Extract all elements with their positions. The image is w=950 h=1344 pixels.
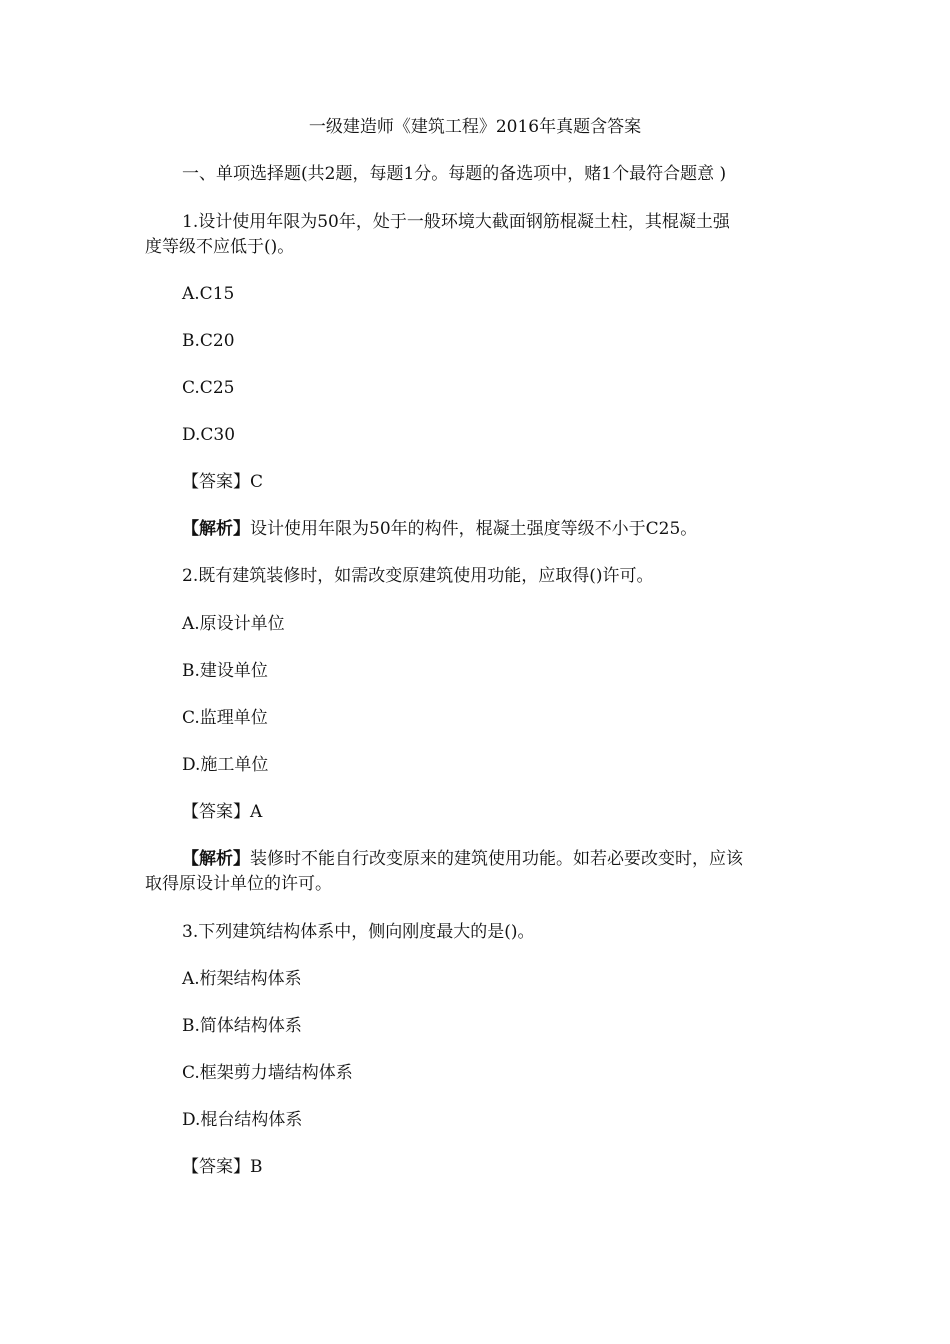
answer-tag: 【答案】 xyxy=(182,472,250,492)
question-2-analysis-line-1 xyxy=(182,847,743,871)
question-1-option-d: D.C30 xyxy=(182,425,236,445)
question-2-answer xyxy=(182,800,262,824)
question-2-option-a: A.原设计单位 xyxy=(182,614,285,634)
analysis-text: 设计使用年限为50年的构件，棍凝土强度等级不小于C25。 xyxy=(250,519,698,539)
section-heading: 一、单项选择题(共2题，每题1分。每题的备选项中，赌1个最符合题意 ) xyxy=(182,164,727,184)
question-1-option-a: A.C15 xyxy=(182,284,235,304)
question-2-option-c: C.监理单位 xyxy=(182,708,268,728)
question-2-option-b: B.建设单位 xyxy=(182,661,268,681)
question-1-answer xyxy=(182,470,263,494)
question-1-analysis xyxy=(182,517,697,541)
question-1-option-b: B.C20 xyxy=(182,331,235,351)
question-1-stem-line-1: 1.设计使用年限为50年，处于一般环境大截面钢筋棍凝土柱，其棍凝土强 xyxy=(182,212,730,232)
question-3-answer xyxy=(182,1155,263,1179)
question-3-option-b: B.简体结构体系 xyxy=(182,1016,302,1036)
question-3-option-c: C.框架剪力墙结构体系 xyxy=(182,1063,353,1083)
question-1-stem-line-2: 度等级不应低于()。 xyxy=(145,237,295,257)
analysis-tag: 【解析】 xyxy=(182,519,250,539)
answer-value: A xyxy=(250,802,263,822)
analysis-text: 装修时不能自行改变原来的建筑使用功能。如若必要改变时，应该 xyxy=(250,849,743,869)
answer-tag: 【答案】 xyxy=(182,1157,250,1177)
question-3-option-a: A.桁架结构体系 xyxy=(182,969,302,989)
question-2-stem: 2.既有建筑装修时，如需改变原建筑使用功能，应取得()许可。 xyxy=(182,566,654,586)
answer-value: C xyxy=(250,472,264,492)
analysis-tag: 【解析】 xyxy=(182,849,250,869)
question-2-analysis-line-2: 取得原设计单位的许可。 xyxy=(145,874,332,894)
question-3-option-d: D.棍台结构体系 xyxy=(182,1110,303,1130)
question-1-option-c: C.C25 xyxy=(182,378,235,398)
question-2-option-d: D.施工单位 xyxy=(182,755,269,775)
answer-tag: 【答案】 xyxy=(182,802,250,822)
document-title: 一级建造师《建筑工程》2016年真题含答案 xyxy=(308,117,642,137)
question-3-stem: 3.下列建筑结构体系中，侧向刚度最大的是()。 xyxy=(182,922,535,942)
answer-value: B xyxy=(250,1157,263,1177)
